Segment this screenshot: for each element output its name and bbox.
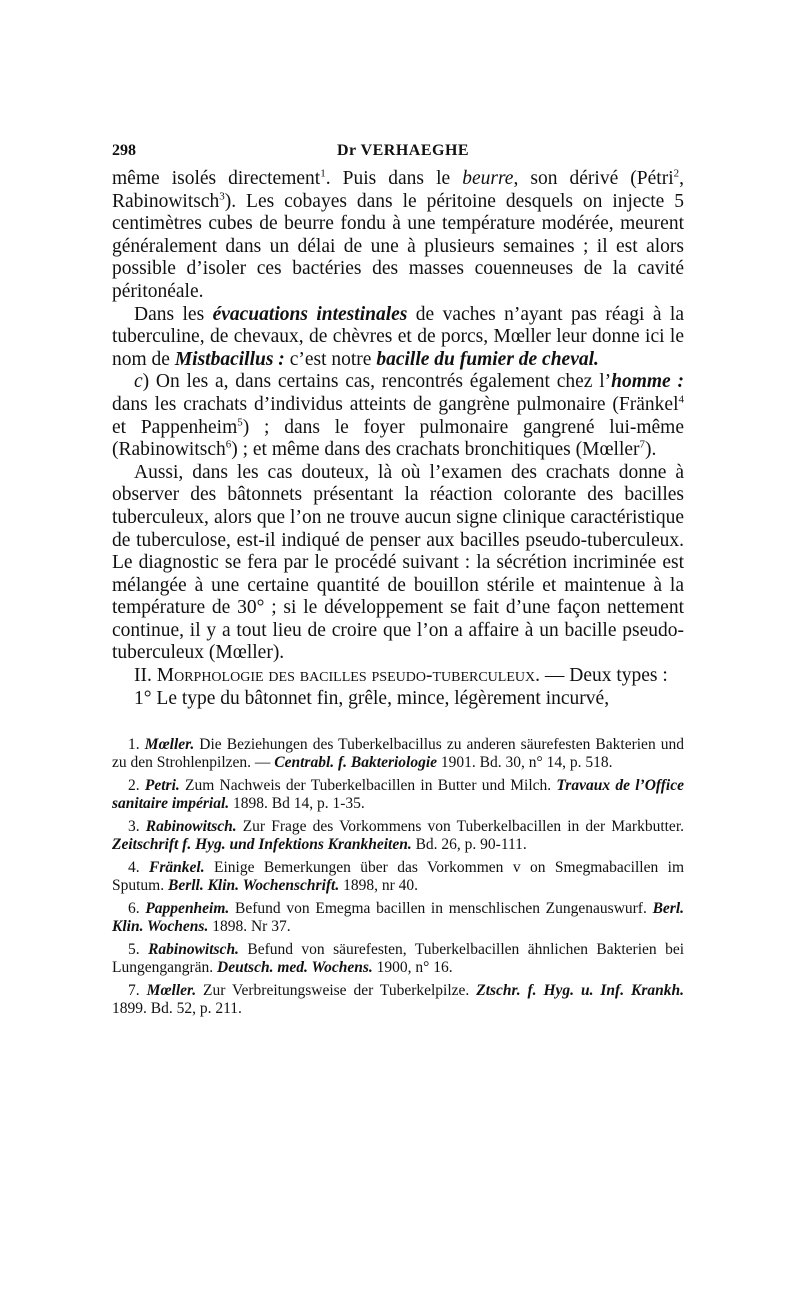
text-run: Zum Nachweis der Tuberkelbacillen in Butter und Milch.: [179, 777, 557, 795]
main-text: [112, 168, 684, 710]
footnote-ref: 4: [678, 393, 684, 406]
text-run: ) On les a, dans certains cas, rencontrés également chez l’: [142, 371, 612, 393]
footnote-ref: 2: [673, 167, 680, 180]
section-heading: [112, 665, 684, 688]
text-run: , son dérivé (Pétri: [513, 168, 674, 189]
text-run: 1899. Bd. 52, p. 211.: [112, 999, 242, 1017]
footnote-number: 3.: [128, 818, 146, 836]
text-run: 1901. Bd. 30, n° 14, p. 518.: [437, 753, 613, 771]
footnote-number: 5.: [128, 941, 149, 959]
text-run: ). Les cobayes dans le péritoine desquels on injecte 5 centimètres cubes de beurre fondu à une température modérée, meurent généralement dans un délai de une à plusieurs semaines ; il est alors possible d’isoler ces bactéries des masses couenneuses de la cavité péritonéale.: [112, 190, 684, 302]
footnote-author: Pappenheim.: [145, 900, 230, 918]
footnote-number: 7.: [128, 982, 147, 1000]
footnote-journal: Centrabl. f. Bakteriologie: [274, 753, 438, 771]
text-run: et Pappenheim: [112, 416, 238, 438]
paragraph-1: [112, 168, 684, 304]
footnote-ref: 3: [219, 190, 225, 203]
paragraph-4: Aussi, dans les cas douteux, là où l’examen des crachats donne à observer des bâtonnets présentant la réaction colorante des bacilles tuberculeux, alors que l’on ne trouve aucun signe clinique caractéristique de tuberculose, est-il indiqué de penser aux bacilles pseudo-tuberculeux. Le diagnostic se fera par le procédé suivant : la sécrétion incriminée est mélangée à une certaine quantité de bouillon stérile et maintenue à la température de 30° ; si le développement se fait d’une façon nettement continue, il y a tout lieu de croire que l’on a affaire à un bacille pseudo-tuberculeux (Mœller).: [112, 461, 684, 664]
footnote-author: Mœller.: [144, 736, 195, 754]
text-run: ) ; dans le foyer pulmonaire gangrené lui-même (Rabinowitsch: [112, 416, 684, 461]
text-run: Befund von säurefesten, Tuberkelbacillen ähnlichen Bakterien bei Lungengangrän.: [112, 941, 685, 976]
footnote-number: 2.: [128, 777, 145, 795]
text-run: Zur Frage des Vorkommens von Tuberkelbacillen in der Markbutter.: [236, 818, 684, 836]
emphasis: beurre: [462, 168, 514, 189]
footnote-2: [112, 777, 684, 812]
footnote-number: 4.: [128, 859, 150, 877]
footnote-ref: 5: [237, 416, 243, 429]
text-run: dans les crachats d’individus atteints de gangrène pulmonaire (Fränkel: [112, 393, 679, 415]
footnote-journal: Ztschr. f. Hyg. u. Inf. Krankh.: [476, 982, 684, 1000]
footnote-number: 6.: [128, 900, 146, 918]
text-run: , Rabinowitsch: [112, 168, 684, 212]
text-run: . Puis dans le: [325, 168, 463, 189]
footnote-number: 1.: [128, 736, 145, 754]
book-page: [112, 142, 684, 1023]
text-run: 1900, n° 16.: [372, 958, 453, 976]
footnote-3: [112, 818, 684, 853]
emphasis: évacuations intestinales: [212, 303, 408, 325]
paragraph-5: 1° Le type du bâtonnet fin, grêle, mince, légèrement incurvé,: [134, 687, 610, 709]
section-title: Morphologie des bacilles pseudo-tuberculeux.: [156, 665, 540, 687]
text-run: Zur Verbreitungsweise der Tuberkelpilze.: [196, 982, 477, 1000]
footnote-6: [112, 900, 684, 935]
footnote-1: [112, 736, 684, 771]
footnote-journal: Berll. Klin. Wochenschrift.: [167, 876, 340, 894]
footnote-5: [112, 941, 684, 976]
text-run: 1898, nr 40.: [339, 876, 419, 894]
footnotes: [112, 736, 684, 1017]
footnote-author: Mœller.: [146, 982, 197, 1000]
emphasis: bacille du fumier de cheval.: [376, 348, 599, 370]
emphasis: c: [134, 371, 143, 393]
footnote-ref: 1: [320, 167, 326, 180]
emphasis: homme :: [611, 371, 684, 393]
footnote-journal: Zeitschrift f. Hyg. und Infektions Krankheiten.: [112, 835, 412, 853]
section-number: II.: [134, 665, 157, 687]
footnote-4: [112, 859, 684, 894]
footnote-author: Fränkel.: [149, 859, 205, 877]
text-run: Die Beziehungen des Tuberkelbacillus zu anderen säurefesten Bakterien und zu den Strohlenpilzen. —: [112, 736, 685, 771]
running-title: Dr VERHAEGHE: [337, 142, 470, 159]
text-run: Einige Bemerkungen über das Vorkommen v on Smegmabacillen im Sputum.: [112, 859, 684, 894]
text-run: 1898. Bd 14, p. 1-35.: [229, 794, 365, 812]
text-run: Befund von Emegma bacillen in menschlischen Zungenauswurf.: [229, 900, 653, 918]
text-run: Dans les: [134, 303, 213, 325]
paragraph-2: [112, 304, 684, 372]
text-run: 1898. Nr 37.: [208, 917, 291, 935]
text-run: ).: [645, 439, 657, 461]
text-run: c’est notre: [284, 348, 377, 370]
paragraph-3: [112, 371, 684, 461]
footnote-author: Rabinowitsch.: [145, 818, 237, 836]
footnote-ref: 7: [639, 438, 646, 451]
footnote-ref: 6: [225, 438, 232, 451]
footnote-journal: Travaux de l’Office sanitaire impérial.: [112, 777, 684, 812]
footnote-journal: Deutsch. med. Wochens.: [217, 958, 373, 976]
text-run: — Deux types :: [539, 665, 668, 687]
footnote-author: Rabinowitsch.: [148, 941, 239, 959]
emphasis: Mistbacillus :: [174, 348, 285, 370]
text-run: même isolés directement: [112, 168, 321, 189]
text-run: Bd. 26, p. 90-111.: [411, 835, 527, 853]
footnote-7: [112, 982, 684, 1017]
page-number: 298: [112, 142, 136, 159]
page-header: [112, 142, 684, 168]
text-run: de vaches n’ayant pas réagi à la tuberculine, de chevaux, de chèvres et de porcs, Mœller leur donne ici le nom de: [112, 303, 684, 370]
text-run: ) ; et même dans des crachats bronchitiques (Mœller: [231, 439, 640, 461]
footnote-author: Petri.: [144, 777, 180, 795]
footnote-journal: Berl. Klin. Wochens.: [112, 900, 684, 935]
